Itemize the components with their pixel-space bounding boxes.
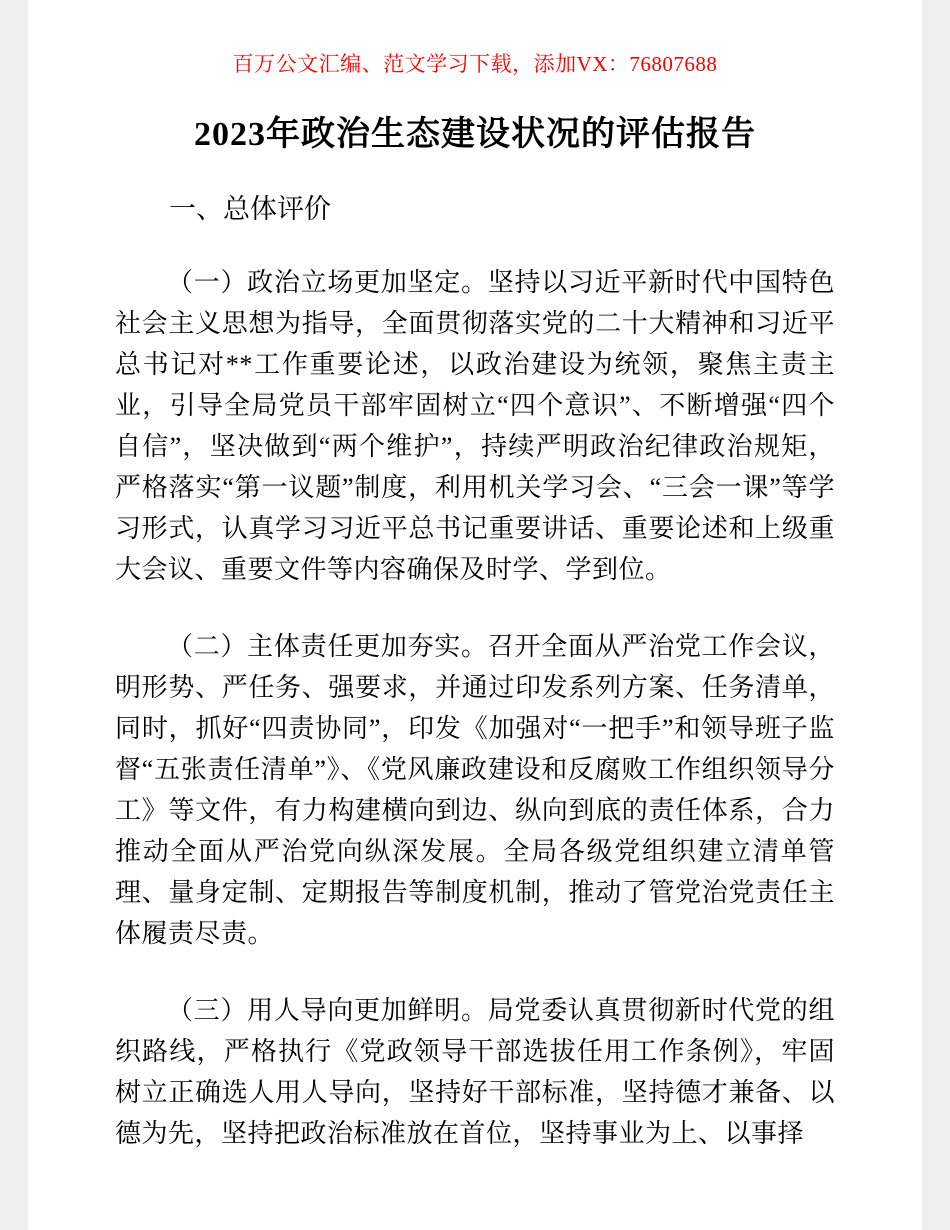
document-title: 2023年政治生态建设状况的评估报告 — [194, 116, 756, 153]
promo-watermark-text: 百万公文汇编、范文学习下载，添加VX：76807688 — [232, 52, 718, 76]
paragraph: （二）主体责任更加夯实。召开全面从严治党工作会议，明形势、严任务、强要求，并通过印发系列方案、任务清单，同时，抓好“四责协同”，印发《加强对“一把手”和领导班子监督“五张责任清单”》、《党风廉政建设和反腐败工作组织领导分工》等文件，有力构建横向到边、纵向到底的责任体系，合力推动全面从严治党向纵深发展。全局各级党组织建立清单管理、量身定制、定期报告等制度机制，推动了管党治党责任主体履责尽责。 — [115, 632, 835, 948]
paragraph-list — [115, 262, 835, 1154]
paragraph: （三）用人导向更加鲜明。局党委认真贯彻新时代党的组织路线，严格执行《党政领导干部选拔任用工作条例》，牢固树立正确选人用人导向，坚持好干部标准，坚持德才兼备、以德为先，坚持把政治标准放在首位，坚持事业为上、以事择 — [115, 996, 835, 1148]
section-heading: 一、总体评价 — [169, 194, 331, 224]
document-page — [28, 0, 922, 1230]
paragraph: （一）政治立场更加坚定。坚持以习近平新时代中国特色社会主义思想为指导，全面贯彻落实党的二十大精神和习近平总书记对**工作重要论述，以政治建设为统领，聚焦主责主业，引导全局党员干部牢固树立“四个意识”、不断增强“四个自信”，坚决做到“两个维护”，持续严明政治纪律政治规矩，严格落实“第一议题”制度，利用机关学习会、“三会一课”等学习形式，认真学习习近平总书记重要讲话、重要论述和上级重大会议、重要文件等内容确保及时学、学到位。 — [115, 268, 835, 584]
